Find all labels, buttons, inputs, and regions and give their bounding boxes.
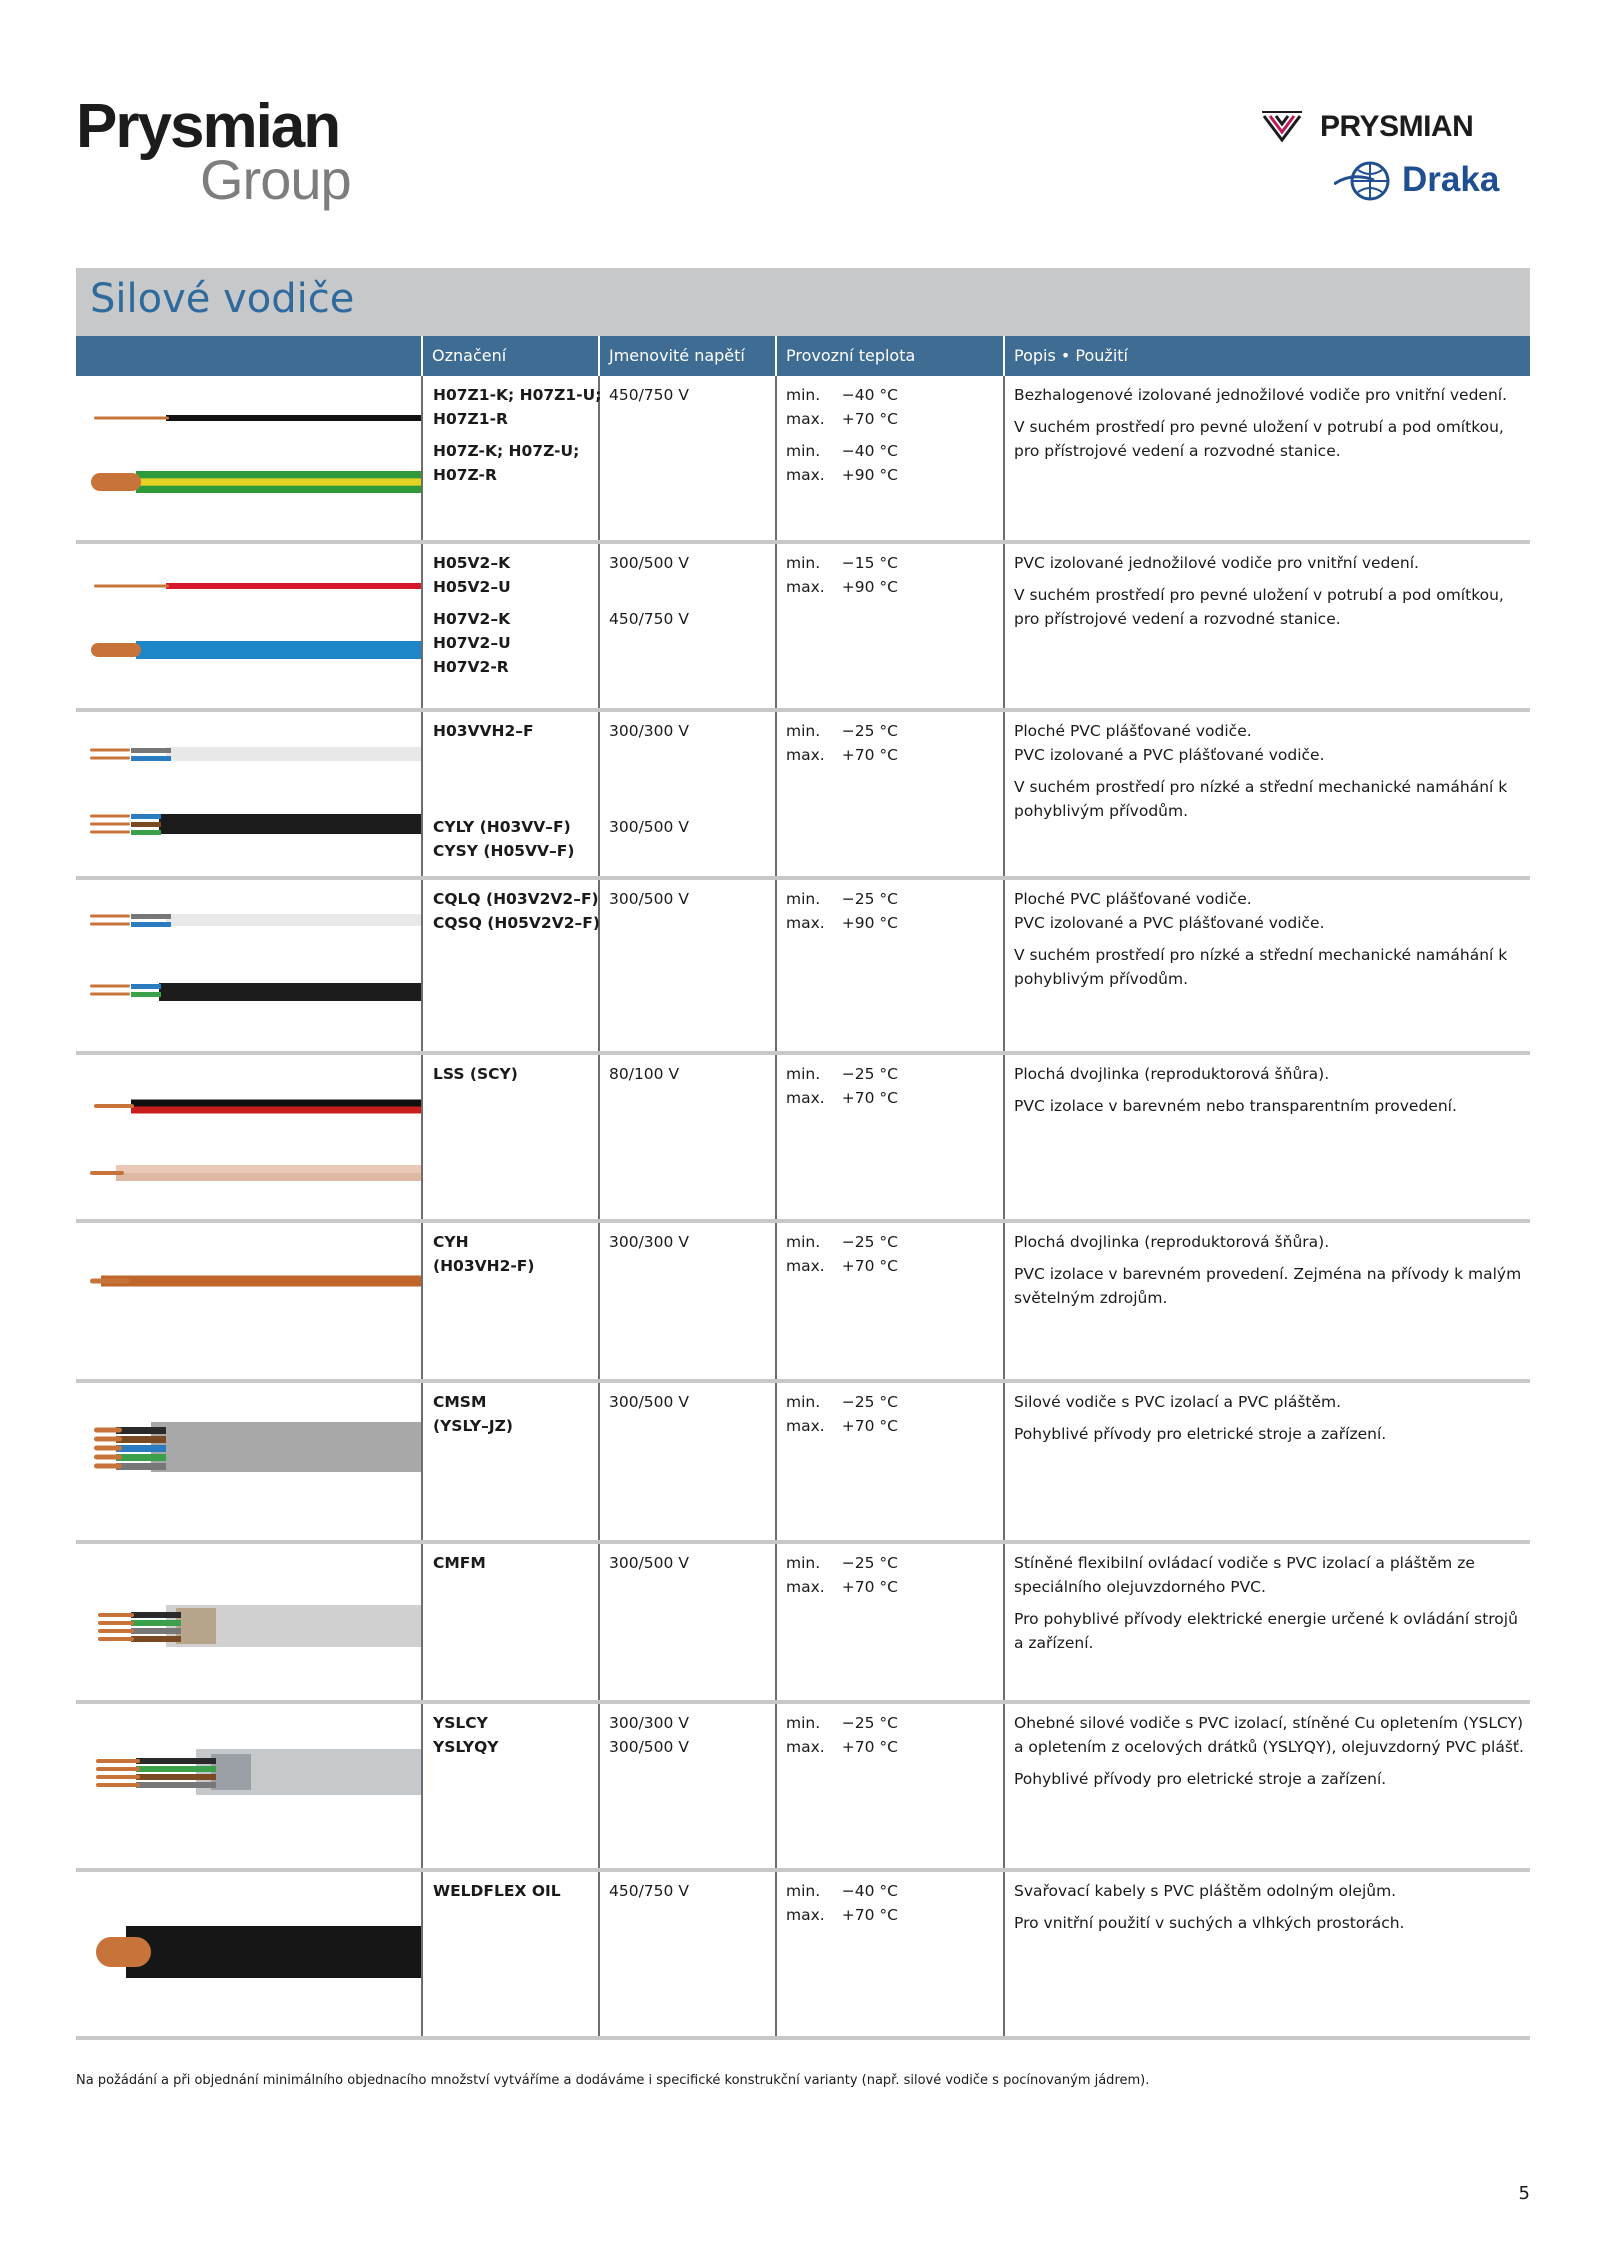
column-divider <box>421 1704 423 1868</box>
logo-line2: Group <box>200 148 351 211</box>
single-core-wires-black-green-yellow-image <box>76 376 421 540</box>
description-paragraph: Bezhalogenové izolované jednožilové vodiče pro vnitřní vedení. <box>1014 386 1508 404</box>
designation: H07Z1-R <box>433 410 508 428</box>
twin-speaker-cords-image <box>76 1055 421 1219</box>
table-header <box>76 336 1530 376</box>
page-title: Silové vodiče <box>90 276 355 322</box>
column-divider <box>421 544 423 708</box>
designation: CQSQ (H05V2V2–F) <box>433 914 600 932</box>
temperature-cell <box>786 719 1006 767</box>
description-cell <box>1014 551 1524 639</box>
description-cell <box>1014 887 1524 999</box>
description-paragraph: V suchém prostředí pro pevné uložení v potrubí a pod omítkou, pro přístrojové vedení a rozvodné stanice. <box>1014 418 1504 460</box>
designation: H07Z1-K; H07Z1-U; <box>433 386 602 404</box>
description-paragraph: Silové vodiče s PVC izolací a PVC pláštěm. <box>1014 1393 1342 1411</box>
designation: YSLCY <box>433 1714 488 1732</box>
column-divider <box>421 1872 423 2036</box>
temperature-value: +70 °C <box>841 1089 898 1107</box>
voltage: 300/500 V <box>609 554 689 572</box>
temperature-value: −40 °C <box>841 1882 898 1900</box>
logo-line1: Prysmian <box>76 92 340 161</box>
temperature-label: max. <box>786 1257 825 1275</box>
column-header-temperature: Provozní teplota <box>786 346 916 365</box>
temperature-line <box>786 407 1006 431</box>
designation: CMFM <box>433 1554 486 1572</box>
voltage: 300/500 V <box>609 1738 689 1756</box>
table-row <box>76 1223 1530 1383</box>
voltage-cell <box>609 383 779 407</box>
temperature-label: max. <box>786 1738 825 1756</box>
temperature-line <box>786 439 1006 463</box>
column-divider <box>421 1055 423 1219</box>
designation-cell <box>433 887 603 935</box>
column-divider <box>421 1223 423 1379</box>
designation: CYLY (H03VV–F) <box>433 818 571 836</box>
temperature-line <box>786 383 1006 407</box>
designation: H05V2–K <box>433 554 511 572</box>
column-divider <box>421 712 423 876</box>
temperature-line <box>786 463 1006 487</box>
temperature-label: min. <box>786 1882 821 1900</box>
temperature-label: max. <box>786 746 825 764</box>
designation-cell <box>433 1390 603 1438</box>
table-row <box>76 1055 1530 1223</box>
designation: H07V2–U <box>433 634 511 652</box>
table-row <box>76 1872 1530 2040</box>
product-table <box>76 376 1530 2040</box>
column-divider <box>421 376 423 540</box>
column-divider <box>421 1544 423 1700</box>
temperature-label: min. <box>786 1065 821 1083</box>
voltage: 300/500 V <box>609 1393 689 1411</box>
temperature-value: −25 °C <box>841 1714 898 1732</box>
temperature-line <box>786 1390 1006 1414</box>
designation: LSS (SCY) <box>433 1065 518 1083</box>
temperature-cell <box>786 1062 1006 1110</box>
column-divider <box>421 880 423 1051</box>
voltage-cell <box>609 1390 779 1414</box>
voltage: 450/750 V <box>609 386 689 404</box>
temperature-value: −25 °C <box>841 1065 898 1083</box>
designation: (YSLY–JZ) <box>433 1417 513 1435</box>
temperature-line <box>786 1879 1006 1903</box>
column-header-voltage: Jmenovité napětí <box>609 346 745 365</box>
temperature-line <box>786 1414 1006 1438</box>
temperature-line <box>786 911 1006 935</box>
temperature-value: −25 °C <box>841 890 898 908</box>
temperature-value: +90 °C <box>841 578 898 596</box>
voltage: 80/100 V <box>609 1065 680 1083</box>
description-cell <box>1014 1879 1524 1943</box>
description-cell <box>1014 1230 1524 1318</box>
description-paragraph: Pro vnitřní použití v suchých a vlhkých prostorách. <box>1014 1914 1405 1932</box>
temperature-label: max. <box>786 466 825 484</box>
description-paragraph: Pohyblivé přívody pro eletrické stroje a zařízení. <box>1014 1425 1387 1443</box>
description-paragraph: Stíněné flexibilní ovládací vodiče s PVC izolací a pláštěm ze speciálního olejuvzdorného PVC. <box>1014 1554 1475 1596</box>
temperature-value: +70 °C <box>841 410 898 428</box>
voltage: 450/750 V <box>609 1882 689 1900</box>
temperature-label: min. <box>786 1233 821 1251</box>
description-cell <box>1014 1390 1524 1454</box>
temperature-line <box>786 1062 1006 1086</box>
temperature-line <box>786 1254 1006 1278</box>
designation: H07Z-K; H07Z-U; <box>433 442 580 460</box>
voltage: 300/500 V <box>609 890 689 908</box>
description-paragraph: Ploché PVC plášťované vodiče. PVC izolované a PVC plášťované vodiče. <box>1014 722 1325 764</box>
voltage: 300/300 V <box>609 1714 689 1732</box>
designation-cell <box>433 1879 603 1903</box>
temperature-value: +70 °C <box>841 1257 898 1275</box>
temperature-value: −40 °C <box>841 386 898 404</box>
description-paragraph: V suchém prostředí pro nízké a střední mechanické namáhání k pohyblivým přívodům. <box>1014 946 1508 988</box>
designation-cell <box>433 1551 603 1575</box>
voltage-cell <box>609 1230 779 1254</box>
temperature-line <box>786 1086 1006 1110</box>
flat-sheathed-cords-white-black-image <box>76 712 421 876</box>
table-row <box>76 376 1530 544</box>
description-paragraph: Pohyblivé přívody pro eletrické stroje a zařízení. <box>1014 1770 1387 1788</box>
description-paragraph: V suchém prostředí pro pevné uložení v potrubí a pod omítkou, pro přístrojové vedení a rozvodné stanice. <box>1014 586 1504 628</box>
description-paragraph: Svařovací kabely s PVC pláštěm odolným olejům. <box>1014 1882 1397 1900</box>
designation-cell <box>433 1230 603 1278</box>
temperature-cell <box>786 1551 1006 1599</box>
temperature-cell <box>786 383 1006 487</box>
temperature-value: −25 °C <box>841 1393 898 1411</box>
temperature-cell <box>786 551 1006 599</box>
voltage-cell <box>609 887 779 911</box>
table-row <box>76 544 1530 712</box>
designation-cell <box>433 551 603 679</box>
designation: H05V2–U <box>433 578 511 596</box>
description-paragraph: Ploché PVC plášťované vodiče. PVC izolované a PVC plášťované vodiče. <box>1014 890 1325 932</box>
temperature-cell <box>786 1390 1006 1438</box>
temperature-line <box>786 1230 1006 1254</box>
table-row <box>76 880 1530 1055</box>
temperature-value: +70 °C <box>841 1578 898 1596</box>
twin-cord-brown-image <box>76 1223 421 1379</box>
temperature-line <box>786 551 1006 575</box>
section-title-band <box>76 268 1530 336</box>
temperature-value: −40 °C <box>841 442 898 460</box>
braided-screened-cable-image <box>76 1704 421 1868</box>
temperature-line <box>786 719 1006 743</box>
welding-cable-black-image <box>76 1872 421 2036</box>
temperature-value: −25 °C <box>841 722 898 740</box>
prysmian-group-logo <box>76 92 376 226</box>
temperature-label: min. <box>786 442 821 460</box>
temperature-cell <box>786 1879 1006 1927</box>
voltage: 300/300 V <box>609 1233 689 1251</box>
temperature-value: +70 °C <box>841 746 898 764</box>
designation-cell <box>433 1062 603 1086</box>
temperature-line <box>786 1551 1006 1575</box>
designation: CYH <box>433 1233 469 1251</box>
temperature-label: min. <box>786 386 821 404</box>
temperature-value: −15 °C <box>841 554 898 572</box>
column-header-designation: Označení <box>432 346 507 365</box>
description-cell <box>1014 719 1524 831</box>
temperature-line <box>786 743 1006 767</box>
voltage-cell <box>609 719 779 839</box>
temperature-value: −25 °C <box>841 1233 898 1251</box>
designation-cell <box>433 383 603 487</box>
voltage: 450/750 V <box>609 610 689 628</box>
page-number: 5 <box>1518 2183 1530 2204</box>
voltage-cell <box>609 1879 779 1903</box>
temperature-label: min. <box>786 1714 821 1732</box>
draka-brand: Draka <box>1402 160 1500 199</box>
description-paragraph: PVC izolace v barevném nebo transparentním provedení. <box>1014 1097 1457 1115</box>
table-row <box>76 712 1530 880</box>
prysmian-brand: PRYSMIAN <box>1320 110 1474 143</box>
designation: CQLQ (H03V2V2–F) <box>433 890 599 908</box>
temperature-value: +90 °C <box>841 466 898 484</box>
temperature-value: +70 °C <box>841 1738 898 1756</box>
flat-sheathed-cords-white-black-2-image <box>76 880 421 1051</box>
screened-control-cable-image <box>76 1544 421 1700</box>
temperature-label: min. <box>786 722 821 740</box>
temperature-line <box>786 887 1006 911</box>
designation: H07Z-R <box>433 466 497 484</box>
table-row <box>76 1544 1530 1704</box>
temperature-line <box>786 1735 1006 1759</box>
prysmian-mark-icon <box>1260 106 1320 150</box>
voltage: 300/500 V <box>609 818 689 836</box>
voltage-cell <box>609 551 779 631</box>
temperature-cell <box>786 1711 1006 1759</box>
description-cell <box>1014 1551 1524 1663</box>
designation-cell <box>433 719 603 863</box>
voltage-cell <box>609 1062 779 1086</box>
temperature-label: max. <box>786 1906 825 1924</box>
voltage-cell <box>609 1711 779 1759</box>
description-paragraph: PVC izolované jednožilové vodiče pro vnitřní vedení. <box>1014 554 1419 572</box>
description-paragraph: Ohebné silové vodiče s PVC izolací, stíněné Cu opletením (YSLCY) a opletením z ocelových drátků (YSLYQY), olejuvzdorný PVC plášť. <box>1014 1714 1524 1756</box>
temperature-label: max. <box>786 410 825 428</box>
temperature-label: min. <box>786 1393 821 1411</box>
description-cell <box>1014 383 1524 471</box>
temperature-value: +70 °C <box>841 1906 898 1924</box>
temperature-label: max. <box>786 1417 825 1435</box>
column-header-description: Popis • Použití <box>1014 346 1128 365</box>
temperature-label: min. <box>786 554 821 572</box>
temperature-label: min. <box>786 890 821 908</box>
designation: WELDFLEX OIL <box>433 1882 561 1900</box>
description-paragraph: Pro pohyblivé přívody elektrické energie určené k ovládání strojů a zařízení. <box>1014 1610 1518 1652</box>
description-paragraph: Plochá dvojlinka (reproduktorová šňůra). <box>1014 1065 1330 1083</box>
temperature-line <box>786 575 1006 599</box>
single-core-wires-red-blue-image <box>76 544 421 708</box>
temperature-label: max. <box>786 1578 825 1596</box>
temperature-cell <box>786 1230 1006 1278</box>
voltage: 300/500 V <box>609 1554 689 1572</box>
temperature-label: min. <box>786 1554 821 1572</box>
voltage: 300/300 V <box>609 722 689 740</box>
voltage-cell <box>609 1551 779 1575</box>
table-row <box>76 1383 1530 1544</box>
temperature-value: +70 °C <box>841 1417 898 1435</box>
description-cell <box>1014 1711 1524 1799</box>
draka-globe-icon <box>1334 158 1398 204</box>
table-row <box>76 1704 1530 1872</box>
description-cell <box>1014 1062 1524 1126</box>
column-divider <box>421 1383 423 1540</box>
brand-logos <box>1260 106 1530 206</box>
temperature-cell <box>786 887 1006 935</box>
designation: CMSM <box>433 1393 487 1411</box>
designation-cell <box>433 1711 603 1759</box>
temperature-line <box>786 1711 1006 1735</box>
temperature-value: −25 °C <box>841 1554 898 1572</box>
designation: H07V2-R <box>433 658 509 676</box>
temperature-value: +90 °C <box>841 914 898 932</box>
designation: (H03VH2-F) <box>433 1257 535 1275</box>
description-paragraph: Plochá dvojlinka (reproduktorová šňůra). <box>1014 1233 1330 1251</box>
designation: H03VVH2–F <box>433 722 534 740</box>
temperature-label: max. <box>786 578 825 596</box>
description-paragraph: PVC izolace v barevném provedení. Zejména na přívody k malým světelným zdrojům. <box>1014 1265 1522 1307</box>
designation: H07V2–K <box>433 610 511 628</box>
multicore-grey-cable-image <box>76 1383 421 1540</box>
temperature-label: max. <box>786 1089 825 1107</box>
temperature-line <box>786 1903 1006 1927</box>
designation: YSLYQY <box>433 1738 499 1756</box>
temperature-line <box>786 1575 1006 1599</box>
description-paragraph: V suchém prostředí pro nízké a střední mechanické namáhání k pohyblivým přívodům. <box>1014 778 1508 820</box>
footnote: Na požádání a při objednání minimálního objednacího množství vytváříme a dodáváme i specifické konstrukční varianty (např. silové vodiče s pocínovaným jádrem). <box>76 2073 1150 2088</box>
designation: CYSY (H05VV–F) <box>433 842 575 860</box>
temperature-label: max. <box>786 914 825 932</box>
